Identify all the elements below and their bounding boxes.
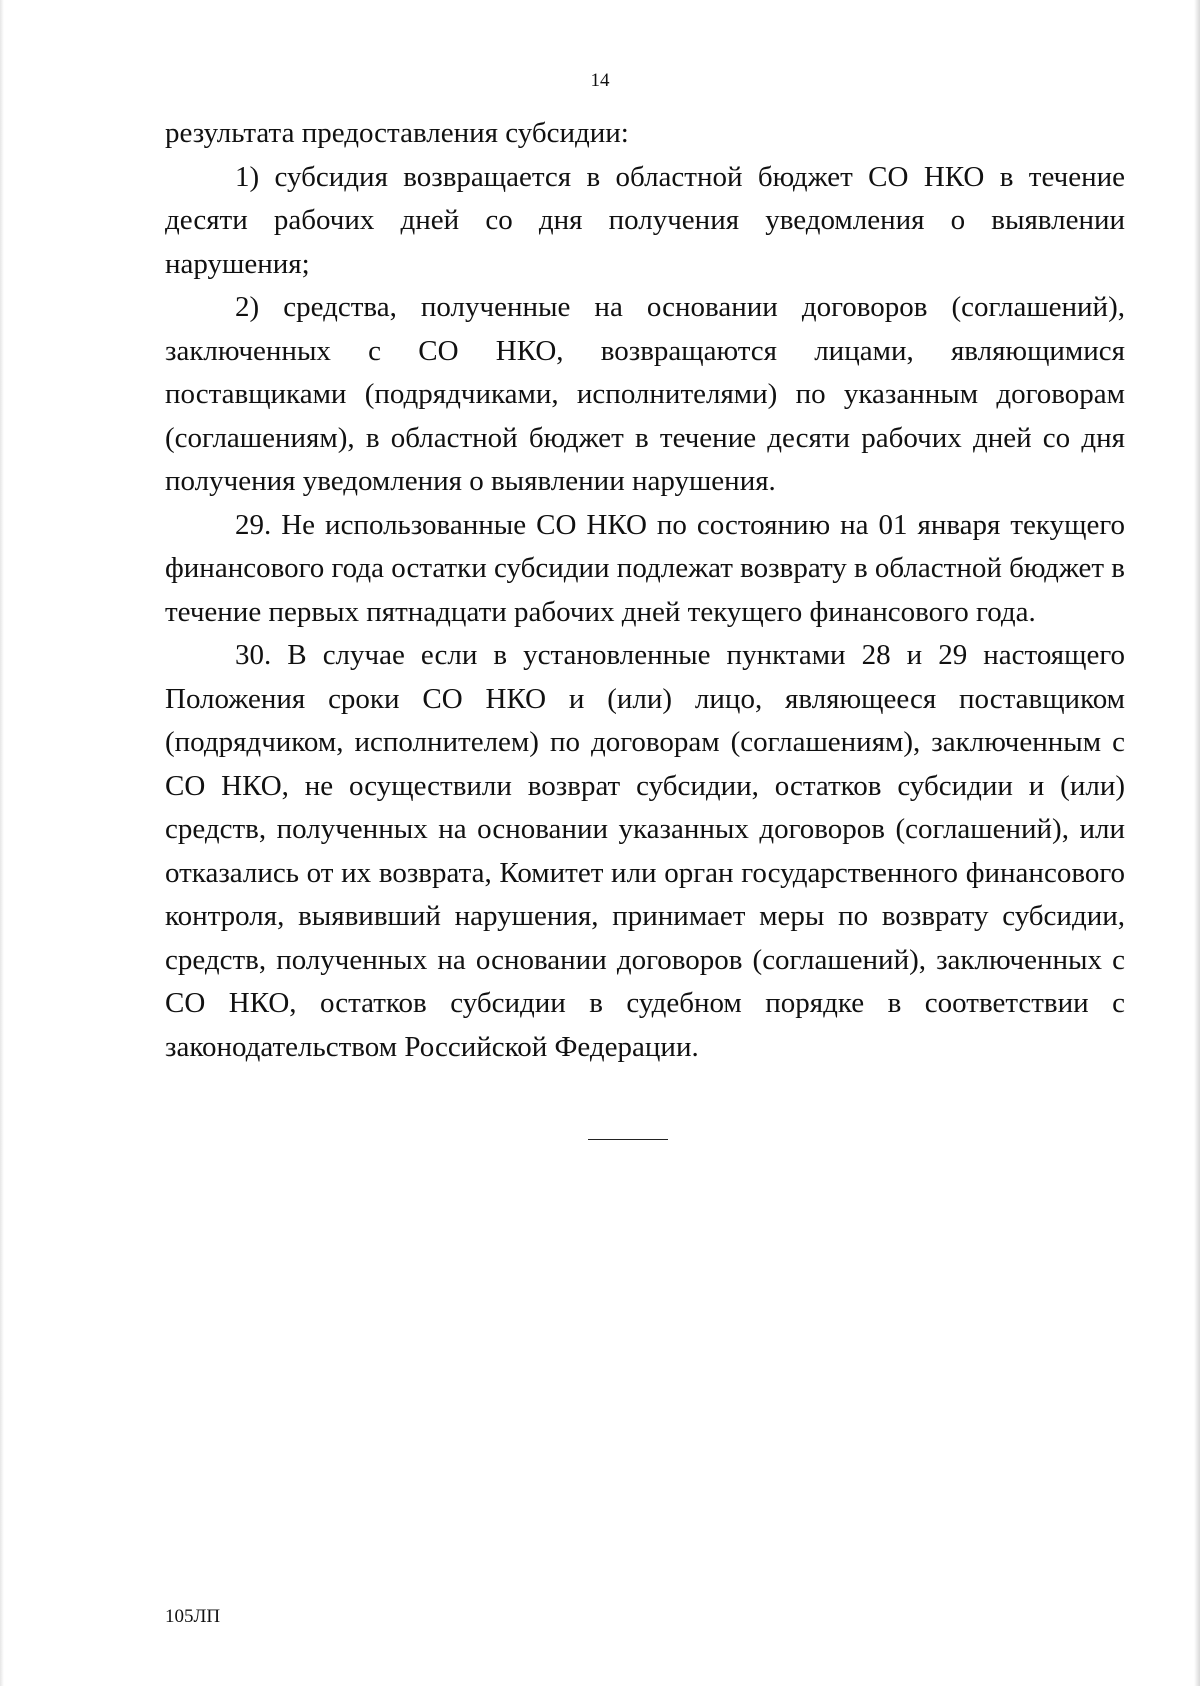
paragraph-clause-30: 30. В случае если в установленные пунктами 28 и 29 настоящего Положения сроки СО НКО и (или) лицо, являющееся поставщиком (подрядчиком, исполнителем) по договорам (соглашениям), заключенным с СО НКО, не осуществили возврат субсидии, остатков субсидии и (или) средств, полученных на основании указанных договоров (соглашений), или отказались от их возврата, Комитет или орган государственного финансового контроля, выявивший нарушения, принимает меры по возврату субсидии, средств, полученных на основании договоров (соглашений), заключенных с СО НКО, остатков субсидии в судебном порядке в соответствии с законодательством Российской Федерации. xyxy=(165,639,1125,1063)
end-of-document-rule xyxy=(588,1139,668,1140)
paragraph-item-1: 1) субсидия возвращается в областной бюджет СО НКО в течение десяти рабочих дней со дня получения уведомления о выявлении нарушения; xyxy=(165,160,1125,280)
document-body xyxy=(165,112,1125,1069)
document-code: 105ЛП xyxy=(165,1606,221,1627)
paragraph-item-2: 2) средства, полученные на основании договоров (соглашений), заключенных с СО НКО, возвращаются лицами, являющимися поставщиками (подрядчиками, исполнителями) по указанным договорам (соглашениям), в областной бюджет в течение десяти рабочих дней со дня получения уведомления о выявлении нарушения. xyxy=(165,291,1125,497)
page-number: 14 xyxy=(590,70,610,91)
paragraph-clause-29: 29. Не использованные СО НКО по состоянию на 01 января текущего финансового года остатки субсидии подлежат возврату в областной бюджет в течение первых пятнадцати рабочих дней текущего финансового года. xyxy=(165,508,1125,628)
scan-edge-right xyxy=(1194,0,1200,1686)
scan-edge-left xyxy=(0,0,4,1686)
paragraph-continuation: результата предоставления субсидии: xyxy=(165,117,629,149)
